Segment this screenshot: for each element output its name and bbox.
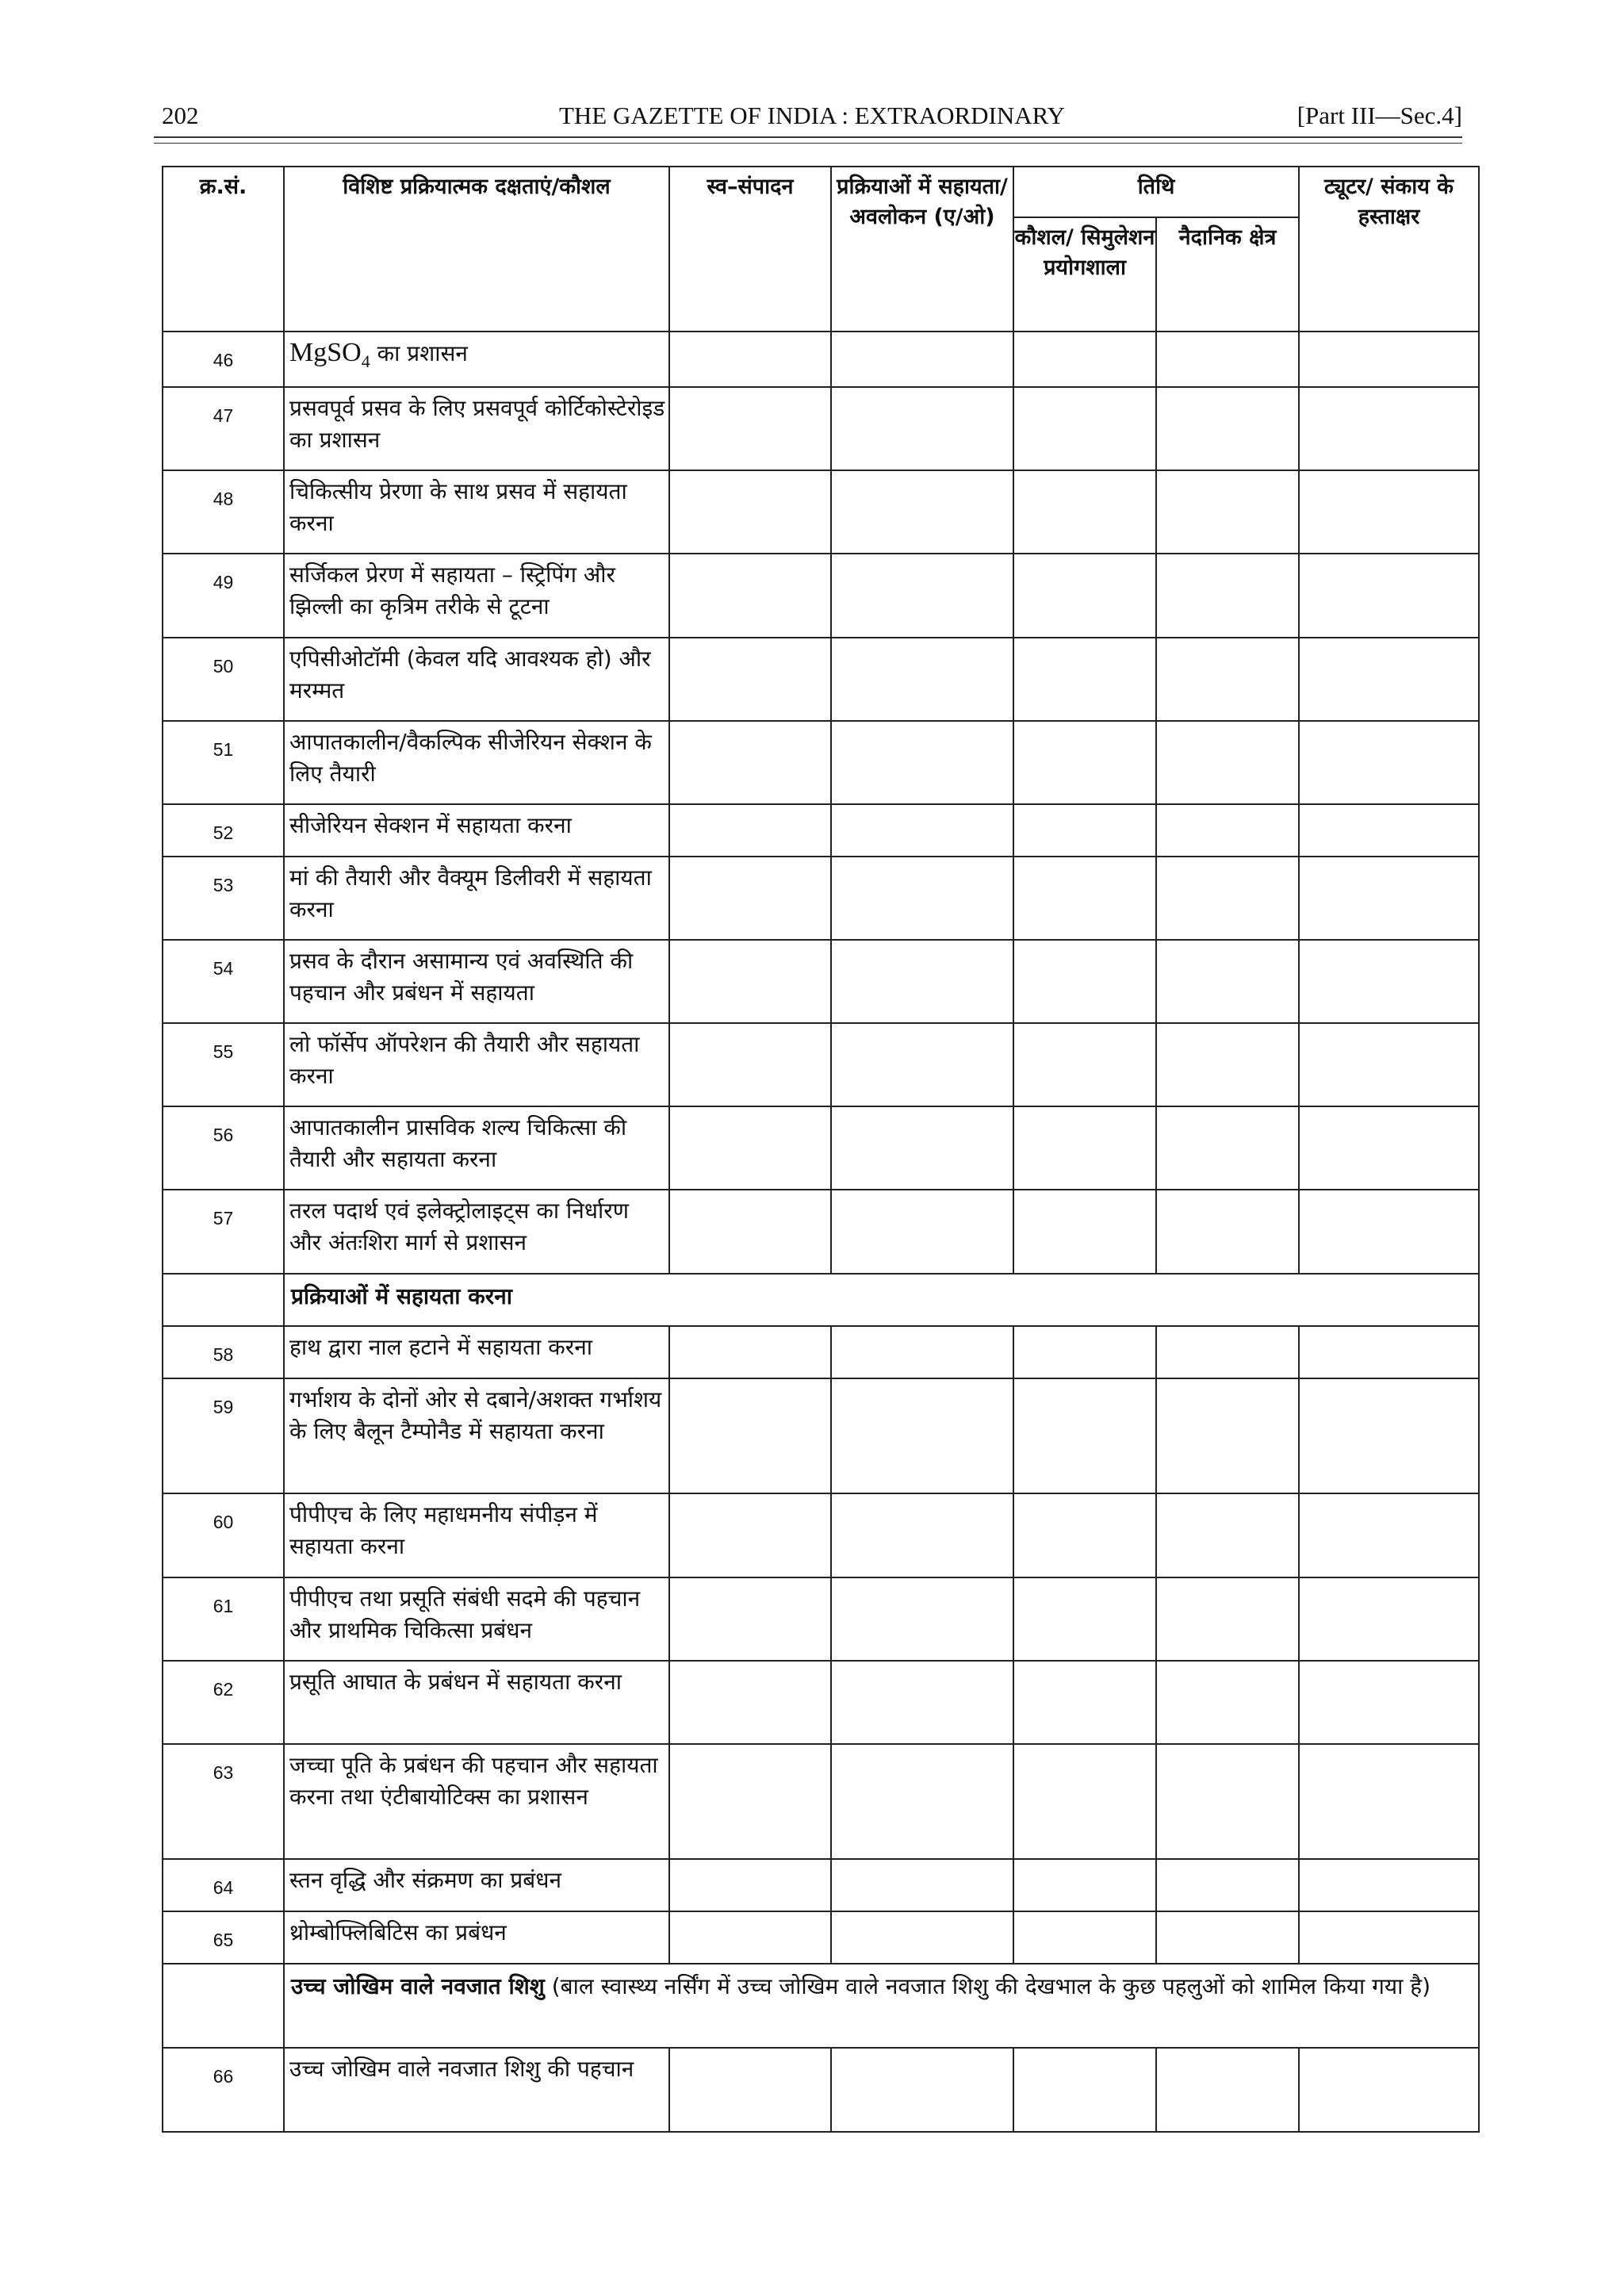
blank-cell [1156,940,1299,1023]
header-skill: विशिष्ट प्रक्रियात्मक दक्षताएं/कौशल [284,167,669,332]
blank-cell [1299,721,1479,804]
blank-cell [831,857,1013,940]
row-sn: 46 [163,332,284,387]
blank-cell [669,721,831,804]
blank-cell [831,387,1013,470]
blank-cell [1299,1859,1479,1911]
blank-cell [831,638,1013,721]
table-row [163,2048,1479,2132]
table-row [163,554,1479,638]
table-row [163,940,1479,1023]
blank-cell [1013,857,1156,940]
table-row [163,804,1479,857]
blank-cell [1013,804,1156,857]
blank-cell [1156,554,1299,638]
blank-cell [669,1577,831,1661]
blank-cell [669,1326,831,1378]
table-row [163,1493,1479,1577]
header-date-clinic: नैदानिक क्षेत्र [1156,217,1299,332]
table-row [163,1661,1479,1744]
blank-cell [831,1023,1013,1106]
row-text: थ्रोम्बोफ्लिबिटिस का प्रबंधन [284,1911,669,1964]
table-row [163,721,1479,804]
blank-cell [1156,470,1299,554]
blank-cell [669,1190,831,1274]
row-sn: 49 [163,554,284,638]
blank-cell [831,804,1013,857]
row-text: जच्चा पूति के प्रबंधन की पहचान और सहायता करना तथा एंटीबायोटिक्स का प्रशासन [284,1744,669,1859]
header-sn: क्र.सं. [163,167,284,332]
blank-cell [831,554,1013,638]
table-row [163,1911,1479,1964]
blank-cell [669,1744,831,1859]
blank-cell [1156,1661,1299,1744]
blank-cell [831,1577,1013,1661]
blank-cell [669,387,831,470]
part-section: [Part III—Sec.4] [1297,102,1462,129]
row-text: तरल पदार्थ एवं इलेक्ट्रोलाइट्स का निर्धारण और अंतःशिरा मार्ग से प्रशासन [284,1190,669,1274]
row-sn: 56 [163,1106,284,1190]
blank-cell [669,804,831,857]
blank-cell [1156,1190,1299,1274]
row-text: आपातकालीन प्रासविक शल्य चिकित्सा की तैयारी और सहायता करना [284,1106,669,1190]
blank-cell [1013,1911,1156,1964]
blank-cell [1299,804,1479,857]
row-text: मां की तैयारी और वैक्यूम डिलीवरी में सहायता करना [284,857,669,940]
blank-cell [1156,638,1299,721]
blank-cell [1013,1493,1156,1577]
table-row [163,1378,1479,1493]
blank-cell [1299,1911,1479,1964]
row-sn: 47 [163,387,284,470]
blank-cell [669,1859,831,1911]
table-row [163,1326,1479,1378]
table-row [163,638,1479,721]
blank-cell [669,940,831,1023]
gazette-title: THE GAZETTE OF INDIA : EXTRAORDINARY [558,102,1066,129]
row-text: स्तन वृद्धि और संक्रमण का प्रबंधन [284,1859,669,1911]
page-header [162,98,1462,138]
row-text: प्रसूति आघात के प्रबंधन में सहायता करना [284,1661,669,1744]
blank-cell [1013,721,1156,804]
blank-cell [1013,1378,1156,1493]
row-sn: 57 [163,1190,284,1274]
row-text: पीपीएच के लिए महाधमनीय संपीड़न में सहायता करना [284,1493,669,1577]
row-text: MgSO$_4$ का प्रशासन [284,332,669,387]
blank-cell [1299,1577,1479,1661]
blank-cell [831,721,1013,804]
header-assist: प्रक्रियाओं में सहायता/ अवलोकन (ए/ओ) [831,167,1013,332]
header-rule-thin [154,143,1462,144]
row-text: आपातकालीन/वैकल्पिक सीजेरियन सेक्शन के लिए तैयारी [284,721,669,804]
blank-cell [1013,940,1156,1023]
page-number: 202 [162,102,199,129]
blank-cell [1156,1577,1299,1661]
blank-cell [1299,1744,1479,1859]
blank-cell [1013,554,1156,638]
blank-cell [1299,1378,1479,1493]
row-sn: 51 [163,721,284,804]
blank-cell [669,2048,831,2132]
header-self: स्व–संपादन [669,167,831,332]
blank-cell [831,1859,1013,1911]
header-date-lab: कौशल/ सिमुलेशन प्रयोगशाला [1013,217,1156,332]
row-sn: 59 [163,1378,284,1493]
table-row [163,857,1479,940]
row-text: सर्जिकल प्रेरण में सहायता – स्ट्रिपिंग और झिल्ली का कृत्रिम तरीके से टूटना [284,554,669,638]
header-date: तिथि [1013,167,1299,217]
row-text: चिकित्सीय प्रेरणा के साथ प्रसव में सहायता करना [284,470,669,554]
row-sn: 50 [163,638,284,721]
row-text: प्रसवपूर्व प्रसव के लिए प्रसवपूर्व कोर्टिकोस्टेरोइड का प्रशासन [284,387,669,470]
row-sn: 52 [163,804,284,857]
blank-cell [1013,2048,1156,2132]
blank-cell [1299,1493,1479,1577]
table-row [163,1744,1479,1859]
blank-cell [1156,2048,1299,2132]
blank-cell [1013,387,1156,470]
blank-cell [669,470,831,554]
blank-cell [669,554,831,638]
blank-cell [1013,1661,1156,1744]
row-text: लो फॉर्सेप ऑपरेशन की तैयारी और सहायता करना [284,1023,669,1106]
blank-cell [669,1661,831,1744]
blank-cell [831,1744,1013,1859]
row-sn: 63 [163,1744,284,1859]
blank-cell [1156,1378,1299,1493]
blank-cell [831,1326,1013,1378]
blank-cell [1156,804,1299,857]
section-row [163,1964,1479,2048]
blank-cell [1299,554,1479,638]
blank-cell [831,940,1013,1023]
row-text: गर्भाशय के दोनों ओर से दबाने/अशक्त गर्भाशय के लिए बैलून टैम्पोनैड में सहायता करना [284,1378,669,1493]
blank-cell [1299,1326,1479,1378]
table-row [163,1106,1479,1190]
blank-cell [1156,1326,1299,1378]
blank-cell [831,1106,1013,1190]
blank-cell [1156,721,1299,804]
blank-cell [1299,470,1479,554]
table-row [163,470,1479,554]
blank-cell [669,1023,831,1106]
blank-cell [1299,2048,1479,2132]
blank-cell [1156,1023,1299,1106]
row-text: हाथ द्वारा नाल हटाने में सहायता करना [284,1326,669,1378]
blank-cell [1013,1023,1156,1106]
blank-cell [1013,1106,1156,1190]
row-sn: 65 [163,1911,284,1964]
table-row [163,1577,1479,1661]
blank-cell [1299,1661,1479,1744]
blank-cell [1299,1023,1479,1106]
row-sn: 62 [163,1661,284,1744]
table-row [163,1190,1479,1274]
blank-cell [1156,387,1299,470]
section-title-note: उच्च जोखिम वाले नवजात शिशु (बाल स्वास्थ्य नर्सिंग में उच्च जोखिम वाले नवजात शिशु की देखभाल के कुछ पहलुओं को शामिल किया गया है) [284,1964,1479,2048]
blank-cell [831,1378,1013,1493]
blank-cell [669,857,831,940]
blank-cell [1156,1493,1299,1577]
row-sn: 60 [163,1493,284,1577]
row-sn: 48 [163,470,284,554]
row-text: उच्च जोखिम वाले नवजात शिशु की पहचान [284,2048,669,2132]
row-sn: 61 [163,1577,284,1661]
row-sn: 64 [163,1859,284,1911]
blank-cell [831,1911,1013,1964]
blank-cell [1156,1911,1299,1964]
blank-cell [669,1493,831,1577]
row-sn: 54 [163,940,284,1023]
blank-cell [1156,857,1299,940]
section-row [163,1274,1479,1326]
blank-cell [1013,1326,1156,1378]
row-sn: 66 [163,2048,284,2132]
table-row [163,387,1479,470]
blank-cell [669,1106,831,1190]
blank-cell [1156,1859,1299,1911]
blank-cell [669,1911,831,1964]
table-row [163,332,1479,387]
row-text: एपिसीओटॉमी (केवल यदि आवश्यक हो) और मरम्मत [284,638,669,721]
row-text: पीपीएच तथा प्रसूति संबंधी सदमे की पहचान और प्राथमिक चिकित्सा प्रबंधन [284,1577,669,1661]
header-signature: ट्यूटर/ संकाय के हस्ताक्षर [1299,167,1479,332]
blank-cell [1299,387,1479,470]
blank-cell [831,1493,1013,1577]
blank-cell [1299,940,1479,1023]
blank-cell [1299,857,1479,940]
blank-cell [1013,470,1156,554]
formula: MgSO$_4$ [289,338,370,371]
blank-cell [1299,638,1479,721]
blank-cell [669,1378,831,1493]
blank-cell [669,638,831,721]
table-row [163,1023,1479,1106]
blank-cell [831,1190,1013,1274]
blank-cell [1013,1190,1156,1274]
blank-cell [831,470,1013,554]
blank-cell [1299,1190,1479,1274]
blank-cell [1013,1744,1156,1859]
row-sn: 53 [163,857,284,940]
blank-cell [1013,1577,1156,1661]
row-text: सीजेरियन सेक्शन में सहायता करना [284,804,669,857]
row-sn: 58 [163,1326,284,1378]
table-row [163,1859,1479,1911]
blank-cell [1299,1106,1479,1190]
blank-cell [1013,1859,1156,1911]
row-sn: 55 [163,1023,284,1106]
blank-cell [1156,1106,1299,1190]
blank-cell [831,2048,1013,2132]
blank-cell [1013,638,1156,721]
section-title: प्रक्रियाओं में सहायता करना [284,1274,1479,1326]
header-rule [154,136,1462,138]
blank-cell [831,1661,1013,1744]
blank-cell [1156,1744,1299,1859]
row-text: प्रसव के दौरान असामान्य एवं अवस्थिति की पहचान और प्रबंधन में सहायता [284,940,669,1023]
skills-table [162,166,1480,2133]
